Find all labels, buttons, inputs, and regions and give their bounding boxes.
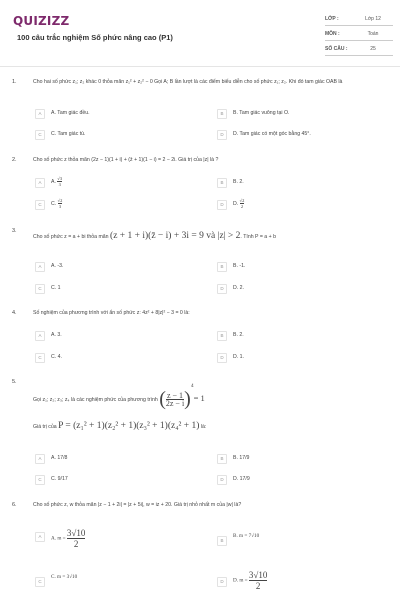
question-text-2: Giá trị của [33,423,57,430]
question-text: Cho số phức z, w thỏa mãn |z − 1 + 2i| = |z + 5i|, w = iz + 20. Giá trị nhỏ nhất m của |w| là? [33,502,242,508]
p-expression: P = (z₁² + 1)(z₂² + 1)(z₃² + 1)(z₄² + 1) [58,421,200,431]
paren-open: ( [159,388,166,411]
question-text: Số nghiệm của phương trình với ẩn số phức z: 4z² + 8|z|² − 3 = 0 là: [33,310,190,316]
fraction-denominator: 2 [255,581,261,591]
fraction-numerator: z − 1 [166,391,184,401]
option-text: B. 17/9 [233,455,250,461]
option-text: A. 3. [51,332,62,338]
meta-class [325,16,391,22]
option-text: C. 1 [51,285,61,291]
meta-divider [325,55,393,56]
fraction-numerator: √2 [57,198,63,203]
question-number: 2. [12,157,17,163]
fraction-denominator: 3 [58,204,62,209]
option-text: A. Tam giác đều. [51,110,90,116]
option-key: D [217,130,227,140]
option-text: B. m = 7√10 [233,533,260,539]
option-text: B. -1. [233,263,246,269]
subject-value: Toán [367,31,379,37]
meta-divider [325,25,393,26]
question-text: Cho số phức z = a + bi thỏa mãn [33,233,109,240]
option-key: B [217,536,227,546]
count-value: 25 [370,46,376,52]
fraction-denominator: 3 [58,182,61,187]
option-key: A [35,109,45,119]
question-text-2-suffix: là: [200,423,207,430]
fraction-denominator: 2 [240,204,244,209]
option-text: A. 17/8 [51,455,68,461]
option-text: D. 1. [233,354,244,360]
option-text: B. 2. [233,332,244,338]
option-key: B [217,454,227,464]
equation-fraction [166,392,184,407]
option-fraction [58,198,63,209]
power: 4 [190,383,194,389]
option-text: A. m = [51,535,66,542]
option-key: A [35,454,45,464]
fraction-numerator: √3 [57,176,63,181]
option-text: D. m = [233,577,248,584]
class-label: LỚP : [325,16,339,22]
option-text: C. 4. [51,354,62,360]
option-key: D [217,577,227,587]
option-text: B. 2. [233,179,244,185]
page-title: 100 câu trắc nghiệm Số phức nâng cao (P1) [17,33,173,42]
option-key: B [217,262,227,272]
fraction-numerator: 3√10 [248,570,268,580]
question-text: Cho số phức z thỏa mãn (2z − 1)(1 + i) + (z̄ + 1)(1 − i) = 2 − 2i. Giá trị của |z| là ? [33,157,219,163]
meta-divider [325,40,393,41]
option-text: C. Tam giác tù. [51,131,86,137]
question-equation: (z + 1 + i)(z̄ − i) + 3i = 9 và |z| > 2 [110,231,241,241]
question-text-suffix: . Tính P = a + b [240,233,276,240]
question-number: 3. [12,228,17,234]
option-key: A [35,178,45,188]
option-key: A [35,331,45,341]
fraction-denominator: 2z − i [165,399,185,409]
option-text: C. [51,200,57,207]
quizizz-logo: QUIZIZZ [13,14,70,28]
question-number: 5. [12,379,17,385]
option-key: C [35,577,45,587]
option-text: A. [51,178,56,185]
question-text: Cho hai số phức z₁; z₂ khác 0 thỏa mãn z₁² + z₂² − 0 Gọi A; B lần lượt là các điểm biểu diễn cho số phức z₁; z₂. Khi đó tam giác OAB là [33,79,343,85]
paren-close: ) [184,388,191,411]
count-label: SỐ CÂU : [325,46,348,52]
question-number: 4. [12,310,17,316]
meta-subject [325,31,391,37]
option-key: D [217,284,227,294]
question-number: 6. [12,502,17,508]
option-key: B [217,178,227,188]
option-key: C [35,200,45,210]
question-number: 1. [12,79,17,85]
option-text: D. 17/9 [233,476,250,482]
fraction-denominator: 2 [73,539,79,549]
question-text: Gọi z₁; z₂; z₃; z₄ là các nghiệm phức của phương trình [33,397,158,403]
option-text: C. m = 3√10 [51,574,78,580]
option-key: D [217,475,227,485]
option-text: D. Tam giác có một góc bằng 45°. [233,131,311,137]
option-key: B [217,331,227,341]
subject-label: MÔN : [325,31,340,37]
option-text: D. 2. [233,285,244,291]
option-key: C [35,353,45,363]
option-key: D [217,200,227,210]
option-fraction [67,528,85,549]
option-key: B [217,109,227,119]
option-key: C [35,130,45,140]
option-text: D. [233,200,239,207]
fraction-numerator: 3√10 [66,528,86,538]
option-fraction [249,570,267,591]
option-key: C [35,284,45,294]
option-fraction [240,198,245,209]
option-text: C. 9/17 [51,476,68,482]
option-key: C [35,475,45,485]
option-key: A [35,532,45,542]
option-key: D [217,353,227,363]
option-key: A [35,262,45,272]
option-fraction [57,176,62,187]
option-text: A. -3. [51,263,64,269]
class-value: Lớp 12 [365,16,381,22]
equation-rhs: = 1 [193,393,205,403]
option-text: B. Tam giác vuông tại O. [233,110,290,116]
fraction-numerator: √2 [239,198,245,203]
header-divider [0,66,400,67]
meta-count [325,46,391,52]
